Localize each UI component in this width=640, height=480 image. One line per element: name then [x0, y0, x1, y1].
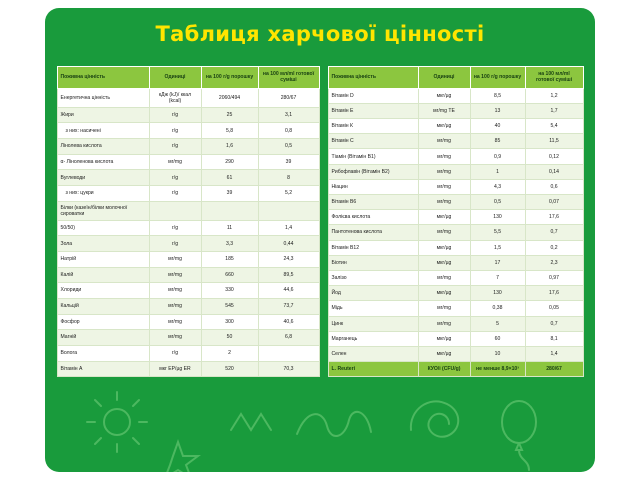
table-row [328, 210, 583, 225]
table-row [57, 283, 319, 299]
cell-per-100g: 50 [201, 330, 258, 346]
table-row [328, 240, 583, 255]
cell-unit: мкг/µg [418, 255, 470, 270]
cell-unit: мг/mg [149, 251, 201, 267]
cell-name: Магній [57, 330, 149, 346]
cell-name: Мідь [328, 301, 418, 316]
table-row [328, 331, 583, 346]
cell-unit: мкг ЕР/µg ER [149, 361, 201, 377]
table-row [57, 361, 319, 377]
cell-unit: г/g [149, 185, 201, 201]
cell-unit: г/g [149, 107, 201, 123]
table-row [328, 301, 583, 316]
cell-per-100ml: 0,05 [525, 301, 583, 316]
cell-per-100g: 130 [470, 286, 525, 301]
cell-per-100g: 40 [470, 119, 525, 134]
table-row [328, 225, 583, 240]
cell-unit: мг/mg [418, 179, 470, 194]
cell-per-100g: 85 [470, 134, 525, 149]
balloon-doodle [502, 401, 536, 470]
table-row [57, 201, 319, 220]
cell-per-100g: 11 [201, 220, 258, 236]
tables-container [45, 66, 595, 377]
cell-per-100ml: 1,7 [525, 103, 583, 118]
cell-per-100ml: 5,2 [258, 185, 319, 201]
table-row [57, 298, 319, 314]
table-row [57, 107, 319, 123]
cell-per-100g: 3,3 [201, 236, 258, 252]
cell-per-100g: 4,3 [470, 179, 525, 194]
cell-per-100g: 39 [201, 185, 258, 201]
nutrition-table-left [57, 66, 320, 377]
table-row [57, 154, 319, 170]
cell-name: Тіамін (Вітамін В1) [328, 149, 418, 164]
cell-per-100ml: 0,97 [525, 270, 583, 285]
cell-per-100g: 7 [470, 270, 525, 285]
cell-unit: мг/mg [149, 314, 201, 330]
table-row [57, 236, 319, 252]
cell-per-100ml: 6,8 [258, 330, 319, 346]
cell-per-100ml: 0,44 [258, 236, 319, 252]
cell-per-100g: 290 [201, 154, 258, 170]
cell-per-100ml: 70,3 [258, 361, 319, 377]
cell-per-100ml: 0,7 [525, 225, 583, 240]
zigzag-doodle [231, 414, 271, 430]
cell-per-100g: 0,5 [470, 195, 525, 210]
table-row [328, 134, 583, 149]
table-row [328, 103, 583, 118]
cell-name: α- Ліноленова кислота [57, 154, 149, 170]
cell-per-100g [201, 201, 258, 220]
star-doodle [165, 442, 198, 472]
cell-name: Натрій [57, 251, 149, 267]
cell-name: Вітамін К [328, 119, 418, 134]
cell-unit: мг/mg [149, 154, 201, 170]
table-header-row [57, 67, 319, 89]
cell-name: Пантотенова кислота [328, 225, 418, 240]
cell-name: Хлориди [57, 283, 149, 299]
cell-name: Марганець [328, 331, 418, 346]
cell-per-100g: 2 [201, 345, 258, 361]
cell-per-100g: 0,38 [470, 301, 525, 316]
cell-per-100g: 660 [201, 267, 258, 283]
cell-per-100ml: 73,7 [258, 298, 319, 314]
table-row [328, 179, 583, 194]
nutrition-panel [45, 8, 595, 472]
cell-name: Вуглеводи [57, 170, 149, 186]
cell-per-100g: 520 [201, 361, 258, 377]
cell-unit: мкг/µg [418, 240, 470, 255]
sun-doodle [87, 392, 147, 452]
cell-unit: г/g [149, 236, 201, 252]
column-header-unit: Одиниці [418, 67, 470, 89]
cell-name: Калій [57, 267, 149, 283]
cell-unit: мг/mg [149, 267, 201, 283]
table-body-left [57, 88, 319, 377]
cell-per-100g: 10 [470, 346, 525, 361]
table-row [328, 119, 583, 134]
cell-name: Енергетична цінність [57, 88, 149, 107]
cell-per-100g: 8,5 [470, 88, 525, 103]
cell-per-100g: 2060/494 [201, 88, 258, 107]
nutrition-table-right [328, 66, 584, 377]
table-header-row [328, 67, 583, 89]
cell-unit: мг/mg [418, 316, 470, 331]
cell-name: з них: насичені [57, 123, 149, 139]
cell-per-100g: 1 [470, 164, 525, 179]
cell-per-100ml [258, 201, 319, 220]
cell-per-100ml: 8,1 [525, 331, 583, 346]
cell-per-100ml: 1,4 [258, 220, 319, 236]
cell-name: Фолієва кислота [328, 210, 418, 225]
cell-unit: мкг/µg [418, 119, 470, 134]
cell-unit: мг/mg [418, 270, 470, 285]
cell-per-100ml: 0,5 [258, 139, 319, 155]
cell-name: Зола [57, 236, 149, 252]
table-row [57, 123, 319, 139]
column-header-per100g: на 100 г/g порошку [201, 67, 258, 89]
cell-name: L. Reuteri [328, 362, 418, 377]
cell-per-100g: 60 [470, 331, 525, 346]
cell-per-100g: 545 [201, 298, 258, 314]
table-row [328, 286, 583, 301]
cell-per-100ml: 39 [258, 154, 319, 170]
cell-per-100ml: 24,3 [258, 251, 319, 267]
cell-name: Кальцій [57, 298, 149, 314]
cell-name: Вітамін С [328, 134, 418, 149]
cell-per-100ml: 1,2 [525, 88, 583, 103]
column-header-name: Поживна цінність [57, 67, 149, 89]
cell-per-100ml: 280/67 [258, 88, 319, 107]
cell-unit: мг/mg [418, 225, 470, 240]
cell-per-100g: 13 [470, 103, 525, 118]
cell-name: Вітамін В12 [328, 240, 418, 255]
table-row [57, 185, 319, 201]
cell-name: Йод [328, 286, 418, 301]
cell-per-100ml: 0,6 [525, 179, 583, 194]
cell-unit: мг/mg [149, 330, 201, 346]
column-header-per100ml: на 100 мл/ml готової суміші [258, 67, 319, 89]
cell-name: Залізо [328, 270, 418, 285]
cell-unit: мкг/µg [418, 88, 470, 103]
cell-per-100ml: 8 [258, 170, 319, 186]
column-header-per100g: на 100 г/g порошку [470, 67, 525, 89]
table-row [57, 267, 319, 283]
cell-unit: мкг/µg [418, 210, 470, 225]
cell-name: Лінолева кислота [57, 139, 149, 155]
table-row [328, 88, 583, 103]
cell-name: 50/50) [57, 220, 149, 236]
table-row [57, 314, 319, 330]
table-row [328, 195, 583, 210]
cell-unit: мг/mg ТЕ [418, 103, 470, 118]
cell-unit: г/g [149, 220, 201, 236]
cell-per-100g: 1,5 [470, 240, 525, 255]
cell-name: з них: цукри [57, 185, 149, 201]
cell-per-100ml: 280/67 [525, 362, 583, 377]
cell-per-100g: 185 [201, 251, 258, 267]
cell-per-100ml: 3,1 [258, 107, 319, 123]
cell-per-100ml: 0,07 [525, 195, 583, 210]
cell-per-100ml: 17,6 [525, 286, 583, 301]
cell-per-100ml: 0,12 [525, 149, 583, 164]
cell-unit: мкг/µg [418, 331, 470, 346]
cell-per-100ml: 17,6 [525, 210, 583, 225]
cell-per-100ml: 44,6 [258, 283, 319, 299]
cell-per-100g: 1,6 [201, 139, 258, 155]
cell-unit [149, 201, 201, 220]
cell-unit: кДж (kJ)/ ккал (kcal) [149, 88, 201, 107]
cell-name: Вітамін А [57, 361, 149, 377]
cell-unit: мг/mg [418, 195, 470, 210]
cell-name: Вітамін Е [328, 103, 418, 118]
cell-unit: мг/mg [418, 149, 470, 164]
cell-unit: мг/mg [418, 164, 470, 179]
table-row [57, 220, 319, 236]
cell-unit: мг/mg [418, 134, 470, 149]
cell-unit: г/g [149, 139, 201, 155]
table-row [57, 88, 319, 107]
page-title: Таблиця харчової цінності [155, 22, 485, 46]
table-row [57, 251, 319, 267]
scribble-doodle [297, 412, 371, 436]
cell-per-100g: 5 [470, 316, 525, 331]
cell-per-100g: 17 [470, 255, 525, 270]
table-row [328, 362, 583, 377]
cell-unit: г/g [149, 123, 201, 139]
table-row [57, 345, 319, 361]
cell-unit: г/g [149, 345, 201, 361]
cell-name: Цинк [328, 316, 418, 331]
cell-per-100ml: 11,5 [525, 134, 583, 149]
table-row [328, 270, 583, 285]
table-row [57, 170, 319, 186]
cell-per-100ml: 0,14 [525, 164, 583, 179]
table-row [328, 149, 583, 164]
table-row [328, 164, 583, 179]
cell-name: Волога [57, 345, 149, 361]
cell-per-100ml: 0,2 [525, 240, 583, 255]
table-row [328, 255, 583, 270]
cell-unit: мг/mg [418, 301, 470, 316]
cell-name: Біотин [328, 255, 418, 270]
cell-name: Ніацин [328, 179, 418, 194]
spiral-doodle [411, 401, 458, 436]
cell-per-100g: 300 [201, 314, 258, 330]
table-row [328, 346, 583, 361]
cell-unit: мг/mg [149, 298, 201, 314]
table-row [328, 316, 583, 331]
cell-name: Білки (казеїн/білки молочної сироватки [57, 201, 149, 220]
cell-per-100ml: 89,5 [258, 267, 319, 283]
column-header-unit: Одиниці [149, 67, 201, 89]
cell-per-100g: 5,5 [470, 225, 525, 240]
cell-name: Вітамін В6 [328, 195, 418, 210]
cell-per-100g: 0,9 [470, 149, 525, 164]
cell-per-100g: не менше 8,9×10³ [470, 362, 525, 377]
cell-per-100ml: 40,6 [258, 314, 319, 330]
column-header-name: Поживна цінність [328, 67, 418, 89]
cell-name: Селен [328, 346, 418, 361]
cell-per-100ml: 5,4 [525, 119, 583, 134]
cell-per-100ml: 1,4 [525, 346, 583, 361]
cell-per-100ml: 0,8 [258, 123, 319, 139]
column-header-per100ml: на 100 мл/ml готової суміші [525, 67, 583, 89]
cell-per-100ml [258, 345, 319, 361]
decorative-doodles [45, 386, 595, 472]
cell-per-100ml: 2,3 [525, 255, 583, 270]
cell-per-100ml: 0,7 [525, 316, 583, 331]
cell-name: Фосфор [57, 314, 149, 330]
cell-unit: г/g [149, 170, 201, 186]
cell-unit: мг/mg [149, 283, 201, 299]
cell-name: Жири [57, 107, 149, 123]
cell-unit: мкг/µg [418, 286, 470, 301]
table-row [57, 330, 319, 346]
cell-per-100g: 330 [201, 283, 258, 299]
cell-per-100g: 130 [470, 210, 525, 225]
table-body-right [328, 88, 583, 377]
table-row [57, 139, 319, 155]
cell-unit: КУО/і (CFU/g) [418, 362, 470, 377]
cell-per-100g: 25 [201, 107, 258, 123]
cell-per-100g: 5,8 [201, 123, 258, 139]
cell-name: Вітамін D [328, 88, 418, 103]
cell-unit: мкг/µg [418, 346, 470, 361]
cell-per-100g: 61 [201, 170, 258, 186]
cell-name: Рибофлавін (Вітамін В2) [328, 164, 418, 179]
